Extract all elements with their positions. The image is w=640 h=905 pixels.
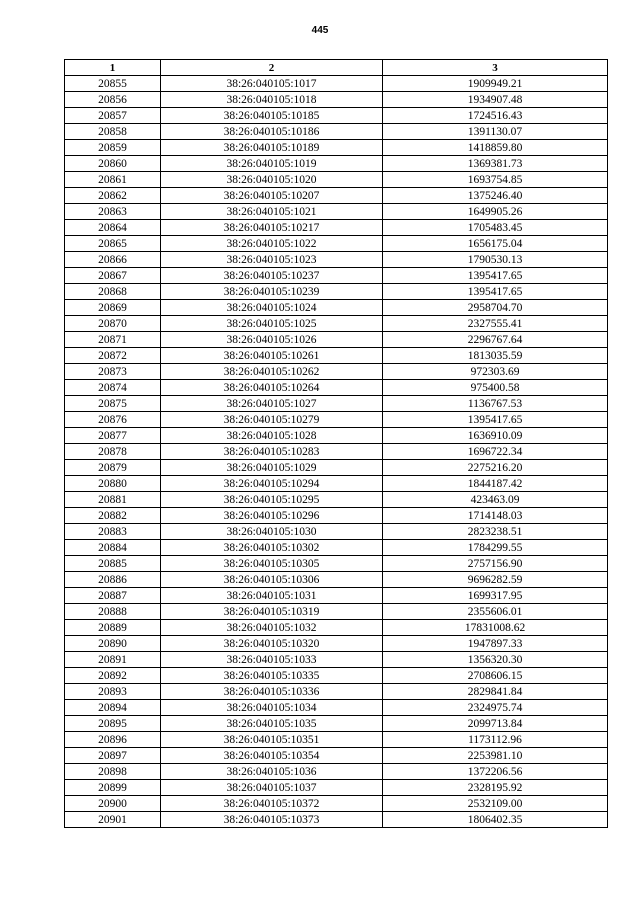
table-row <box>65 140 608 156</box>
cadastral-number-cell: 38:26:040105:1025 <box>161 316 383 332</box>
table-row <box>65 332 608 348</box>
value-cell: 2328195.92 <box>383 780 608 796</box>
value-cell: 2829841.84 <box>383 684 608 700</box>
column-header-1: 1 <box>65 60 161 76</box>
cadastral-number-cell: 38:26:040105:10217 <box>161 220 383 236</box>
value-cell: 9696282.59 <box>383 572 608 588</box>
value-cell: 1372206.56 <box>383 764 608 780</box>
row-number-cell: 20894 <box>65 700 161 716</box>
table-row <box>65 556 608 572</box>
cadastral-number-cell: 38:26:040105:10306 <box>161 572 383 588</box>
value-cell: 1656175.04 <box>383 236 608 252</box>
row-number-cell: 20863 <box>65 204 161 220</box>
value-cell: 1649905.26 <box>383 204 608 220</box>
value-cell: 1724516.43 <box>383 108 608 124</box>
row-number-cell: 20899 <box>65 780 161 796</box>
value-cell: 1806402.35 <box>383 812 608 828</box>
cadastral-number-cell: 38:26:040105:1031 <box>161 588 383 604</box>
table-row <box>65 524 608 540</box>
cadastral-number-cell: 38:26:040105:1027 <box>161 396 383 412</box>
table-row <box>65 460 608 476</box>
value-cell: 423463.09 <box>383 492 608 508</box>
value-cell: 1699317.95 <box>383 588 608 604</box>
cadastral-number-cell: 38:26:040105:10262 <box>161 364 383 380</box>
row-number-cell: 20895 <box>65 716 161 732</box>
cadastral-number-cell: 38:26:040105:1028 <box>161 428 383 444</box>
cadastral-number-cell: 38:26:040105:1030 <box>161 524 383 540</box>
cadastral-number-cell: 38:26:040105:1035 <box>161 716 383 732</box>
cadastral-number-cell: 38:26:040105:1021 <box>161 204 383 220</box>
table-row <box>65 700 608 716</box>
row-number-cell: 20862 <box>65 188 161 204</box>
table-row <box>65 220 608 236</box>
value-cell: 1844187.42 <box>383 476 608 492</box>
value-cell: 975400.58 <box>383 380 608 396</box>
cadastral-number-cell: 38:26:040105:10320 <box>161 636 383 652</box>
cadastral-number-cell: 38:26:040105:10296 <box>161 508 383 524</box>
row-number-cell: 20880 <box>65 476 161 492</box>
value-cell: 2355606.01 <box>383 604 608 620</box>
cadastral-number-cell: 38:26:040105:1024 <box>161 300 383 316</box>
table-row <box>65 284 608 300</box>
row-number-cell: 20898 <box>65 764 161 780</box>
value-cell: 1693754.85 <box>383 172 608 188</box>
cadastral-number-cell: 38:26:040105:10207 <box>161 188 383 204</box>
cadastral-number-cell: 38:26:040105:10189 <box>161 140 383 156</box>
cadastral-number-cell: 38:26:040105:10237 <box>161 268 383 284</box>
value-cell: 2099713.84 <box>383 716 608 732</box>
row-number-cell: 20879 <box>65 460 161 476</box>
table-row <box>65 492 608 508</box>
value-cell: 1356320.30 <box>383 652 608 668</box>
table-row <box>65 444 608 460</box>
value-cell: 1395417.65 <box>383 284 608 300</box>
value-cell: 1369381.73 <box>383 156 608 172</box>
value-cell: 1418859.80 <box>383 140 608 156</box>
cadastral-number-cell: 38:26:040105:1020 <box>161 172 383 188</box>
row-number-cell: 20855 <box>65 76 161 92</box>
value-cell: 2253981.10 <box>383 748 608 764</box>
row-number-cell: 20889 <box>65 620 161 636</box>
row-number-cell: 20858 <box>65 124 161 140</box>
row-number-cell: 20878 <box>65 444 161 460</box>
value-cell: 1790530.13 <box>383 252 608 268</box>
cadastral-number-cell: 38:26:040105:1034 <box>161 700 383 716</box>
table-row <box>65 268 608 284</box>
cadastral-number-cell: 38:26:040105:1018 <box>161 92 383 108</box>
row-number-cell: 20883 <box>65 524 161 540</box>
cadastral-number-cell: 38:26:040105:1017 <box>161 76 383 92</box>
table-row <box>65 412 608 428</box>
value-cell: 2757156.90 <box>383 556 608 572</box>
row-number-cell: 20874 <box>65 380 161 396</box>
row-number-cell: 20866 <box>65 252 161 268</box>
cadastral-number-cell: 38:26:040105:1023 <box>161 252 383 268</box>
row-number-cell: 20865 <box>65 236 161 252</box>
value-cell: 2823238.51 <box>383 524 608 540</box>
value-cell: 972303.69 <box>383 364 608 380</box>
row-number-cell: 20869 <box>65 300 161 316</box>
row-number-cell: 20893 <box>65 684 161 700</box>
table-row <box>65 652 608 668</box>
cadastral-number-cell: 38:26:040105:1037 <box>161 780 383 796</box>
cadastral-number-cell: 38:26:040105:1032 <box>161 620 383 636</box>
value-cell: 2958704.70 <box>383 300 608 316</box>
row-number-cell: 20901 <box>65 812 161 828</box>
row-number-cell: 20870 <box>65 316 161 332</box>
cadastral-number-cell: 38:26:040105:10264 <box>161 380 383 396</box>
value-cell: 2708606.15 <box>383 668 608 684</box>
row-number-cell: 20877 <box>65 428 161 444</box>
row-number-cell: 20888 <box>65 604 161 620</box>
row-number-cell: 20887 <box>65 588 161 604</box>
cadastral-number-cell: 38:26:040105:10302 <box>161 540 383 556</box>
column-header-3: 3 <box>383 60 608 76</box>
table-row <box>65 476 608 492</box>
row-number-cell: 20876 <box>65 412 161 428</box>
table-row <box>65 156 608 172</box>
row-number-cell: 20875 <box>65 396 161 412</box>
cadastral-number-cell: 38:26:040105:1033 <box>161 652 383 668</box>
row-number-cell: 20872 <box>65 348 161 364</box>
row-number-cell: 20861 <box>65 172 161 188</box>
cadastral-number-cell: 38:26:040105:10354 <box>161 748 383 764</box>
value-cell: 1696722.34 <box>383 444 608 460</box>
row-number-cell: 20896 <box>65 732 161 748</box>
value-cell: 1714148.03 <box>383 508 608 524</box>
cadastral-number-cell: 38:26:040105:1026 <box>161 332 383 348</box>
table-header <box>65 60 608 76</box>
table-row <box>65 748 608 764</box>
cadastral-number-cell: 38:26:040105:1022 <box>161 236 383 252</box>
value-cell: 1173112.96 <box>383 732 608 748</box>
value-cell: 2327555.41 <box>383 316 608 332</box>
cadastral-number-cell: 38:26:040105:10336 <box>161 684 383 700</box>
row-number-cell: 20890 <box>65 636 161 652</box>
header-row <box>65 60 608 76</box>
table-row <box>65 348 608 364</box>
row-number-cell: 20864 <box>65 220 161 236</box>
cadastral-number-cell: 38:26:040105:10185 <box>161 108 383 124</box>
row-number-cell: 20860 <box>65 156 161 172</box>
table-row <box>65 812 608 828</box>
table-row <box>65 716 608 732</box>
table-row <box>65 236 608 252</box>
table-row <box>65 108 608 124</box>
table-row <box>65 316 608 332</box>
value-cell: 1947897.33 <box>383 636 608 652</box>
table-body <box>65 76 608 828</box>
value-cell: 1934907.48 <box>383 92 608 108</box>
table-row <box>65 188 608 204</box>
value-cell: 17831008.62 <box>383 620 608 636</box>
page-number: 445 <box>311 25 329 36</box>
value-cell: 1395417.65 <box>383 268 608 284</box>
value-cell: 1813035.59 <box>383 348 608 364</box>
row-number-cell: 20897 <box>65 748 161 764</box>
table-row <box>65 636 608 652</box>
value-cell: 2324975.74 <box>383 700 608 716</box>
table-row <box>65 572 608 588</box>
table-row <box>65 364 608 380</box>
cadastral-number-cell: 38:26:040105:10372 <box>161 796 383 812</box>
table-row <box>65 508 608 524</box>
table-row <box>65 620 608 636</box>
cadastral-number-cell: 38:26:040105:1019 <box>161 156 383 172</box>
value-cell: 1705483.45 <box>383 220 608 236</box>
row-number-cell: 20891 <box>65 652 161 668</box>
value-cell: 1395417.65 <box>383 412 608 428</box>
row-number-cell: 20892 <box>65 668 161 684</box>
table-row <box>65 668 608 684</box>
table-row <box>65 172 608 188</box>
cadastral-number-cell: 38:26:040105:10294 <box>161 476 383 492</box>
cadastral-number-cell: 38:26:040105:10239 <box>161 284 383 300</box>
table-row <box>65 252 608 268</box>
table-row <box>65 76 608 92</box>
table-row <box>65 732 608 748</box>
value-cell: 1909949.21 <box>383 76 608 92</box>
row-number-cell: 20900 <box>65 796 161 812</box>
table-row <box>65 588 608 604</box>
cadastral-number-cell: 38:26:040105:10261 <box>161 348 383 364</box>
row-number-cell: 20871 <box>65 332 161 348</box>
row-number-cell: 20857 <box>65 108 161 124</box>
cadastral-number-cell: 38:26:040105:10305 <box>161 556 383 572</box>
table-row <box>65 764 608 780</box>
cadastral-number-cell: 38:26:040105:1029 <box>161 460 383 476</box>
row-number-cell: 20873 <box>65 364 161 380</box>
table-row <box>65 92 608 108</box>
value-cell: 1391130.07 <box>383 124 608 140</box>
row-number-cell: 20881 <box>65 492 161 508</box>
row-number-cell: 20859 <box>65 140 161 156</box>
table-row <box>65 796 608 812</box>
row-number-cell: 20886 <box>65 572 161 588</box>
column-header-2: 2 <box>161 60 383 76</box>
cadastral-number-cell: 38:26:040105:10351 <box>161 732 383 748</box>
cadastral-number-cell: 38:26:040105:10186 <box>161 124 383 140</box>
table-row <box>65 380 608 396</box>
table-row <box>65 428 608 444</box>
value-cell: 1636910.09 <box>383 428 608 444</box>
row-number-cell: 20867 <box>65 268 161 284</box>
row-number-cell: 20856 <box>65 92 161 108</box>
table-row <box>65 684 608 700</box>
table-row <box>65 204 608 220</box>
value-cell: 2296767.64 <box>383 332 608 348</box>
value-cell: 1136767.53 <box>383 396 608 412</box>
data-table <box>64 59 608 828</box>
value-cell: 1784299.55 <box>383 540 608 556</box>
cadastral-number-cell: 38:26:040105:10319 <box>161 604 383 620</box>
cadastral-number-cell: 38:26:040105:10335 <box>161 668 383 684</box>
row-number-cell: 20868 <box>65 284 161 300</box>
cadastral-number-cell: 38:26:040105:10279 <box>161 412 383 428</box>
value-cell: 2532109.00 <box>383 796 608 812</box>
table-row <box>65 540 608 556</box>
table-row <box>65 396 608 412</box>
row-number-cell: 20882 <box>65 508 161 524</box>
table-row <box>65 604 608 620</box>
table-row <box>65 124 608 140</box>
row-number-cell: 20885 <box>65 556 161 572</box>
cadastral-number-cell: 38:26:040105:10283 <box>161 444 383 460</box>
value-cell: 1375246.40 <box>383 188 608 204</box>
table-row <box>65 780 608 796</box>
cadastral-number-cell: 38:26:040105:1036 <box>161 764 383 780</box>
row-number-cell: 20884 <box>65 540 161 556</box>
value-cell: 2275216.20 <box>383 460 608 476</box>
table-row <box>65 300 608 316</box>
cadastral-number-cell: 38:26:040105:10373 <box>161 812 383 828</box>
cadastral-number-cell: 38:26:040105:10295 <box>161 492 383 508</box>
